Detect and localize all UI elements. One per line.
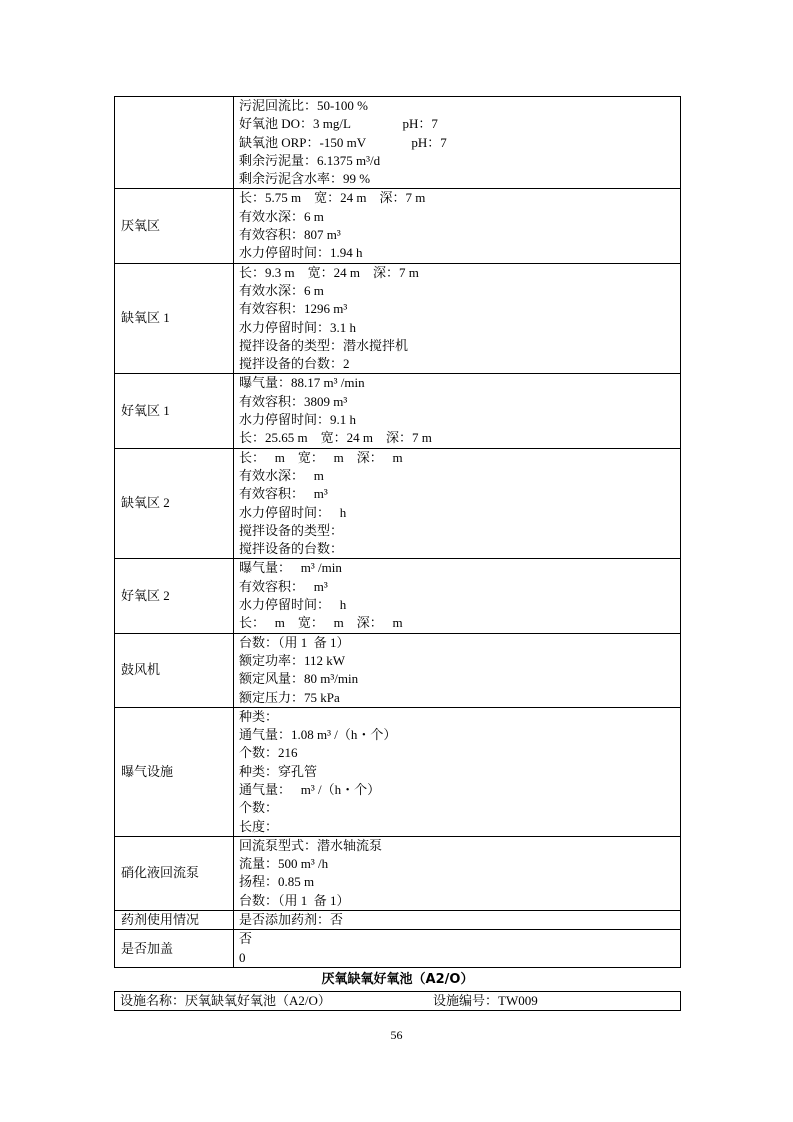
facility-id: 设施编号：TW009: [433, 993, 538, 1008]
value-line: 搅拌设备的台数：2: [239, 356, 350, 372]
value-line: 个数：: [239, 800, 279, 816]
row-values: [234, 189, 681, 263]
table-row: [115, 559, 681, 633]
value-line: 长：25.65 m 宽：24 m 深：7 m: [239, 430, 432, 446]
value-line: 否: [239, 931, 253, 947]
value-line: 台数：（用 1 备 1）: [239, 634, 350, 650]
row-values: [234, 930, 681, 968]
section-title: 厌氧缺氧好氧池（A2/O）: [321, 972, 474, 987]
row-label: 缺氧区 2: [115, 448, 234, 559]
value-line: 长： m 宽： m 深： m: [239, 449, 403, 465]
facility-name: 设施名称：厌氧缺氧好氧池（A2/O）: [120, 993, 331, 1008]
row-label: 厌氧区: [115, 189, 234, 263]
value-line: 有效容积： m³: [239, 486, 328, 502]
value-line: 缺氧池 ORP：-150 mV pH：7: [239, 134, 447, 150]
value-line: 台数：（用 1 备 1）: [239, 892, 350, 908]
row-values: [234, 97, 681, 189]
value-line: 长度：: [239, 818, 279, 834]
row-values: [234, 559, 681, 633]
table-row: [115, 189, 681, 263]
row-values: [234, 448, 681, 559]
row-values: [234, 374, 681, 448]
value-line: 额定功率：112 kW: [239, 652, 346, 668]
table-row: [115, 633, 681, 707]
page-number: 56: [390, 1028, 403, 1042]
value-line: 额定压力：75 kPa: [239, 689, 340, 705]
value-line: 有效水深：6 m: [239, 208, 324, 224]
value-line: 搅拌设备的台数：: [239, 541, 344, 557]
row-label: 鼓风机: [115, 633, 234, 707]
value-line: 种类：穿孔管: [239, 763, 318, 779]
value-line: 有效水深： m: [239, 467, 324, 483]
facility-parameter-table: [114, 96, 681, 968]
value-line: 水力停留时间：9.1 h: [239, 412, 357, 428]
value-line: 种类：: [239, 708, 279, 724]
value-line: 剩余污泥含水率：99 %: [239, 171, 371, 187]
value-line: 流量：500 m³ /h: [239, 856, 329, 872]
row-label: 药剂使用情况: [115, 911, 234, 930]
value-line: 曝气量： m³ /min: [239, 560, 342, 576]
value-line: 通气量： m³ /（h・个）: [239, 781, 381, 797]
value-line: 水力停留时间：1.94 h: [239, 245, 363, 261]
value-line: 有效容积：3809 m³: [239, 393, 348, 409]
value-line: 搅拌设备的类型：潜水搅拌机: [239, 337, 409, 353]
table-row: [115, 448, 681, 559]
value-line: 有效容积：807 m³: [239, 227, 341, 243]
value-line: 长：9.3 m 宽：24 m 深：7 m: [239, 264, 419, 280]
value-line: 长：5.75 m 宽：24 m 深：7 m: [239, 190, 426, 206]
row-label: [115, 97, 234, 189]
row-label: 曝气设施: [115, 707, 234, 836]
table-row: [115, 97, 681, 189]
table-row: [115, 707, 681, 836]
table-row: [115, 836, 681, 910]
value-line: 剩余污泥量：6.1375 m³/d: [239, 152, 381, 168]
table-row: [115, 374, 681, 448]
value-line: 回流泵型式：潜水轴流泵: [239, 837, 383, 853]
row-values: [234, 633, 681, 707]
row-values: [234, 911, 681, 930]
row-label: 是否加盖: [115, 930, 234, 968]
row-label: 缺氧区 1: [115, 263, 234, 374]
value-line: 是否添加药剂：否: [239, 912, 344, 928]
value-line: 长： m 宽： m 深： m: [239, 615, 403, 631]
value-line: 个数：216: [239, 745, 298, 761]
row-values: [234, 836, 681, 910]
value-line: 有效容积：1296 m³: [239, 301, 348, 317]
value-line: 水力停留时间： h: [239, 597, 347, 613]
value-line: 有效水深：6 m: [239, 282, 324, 298]
table-row: [115, 930, 681, 968]
row-values: [234, 707, 681, 836]
table-row: [115, 911, 681, 930]
value-line: 搅拌设备的类型：: [239, 522, 344, 538]
table-row: [115, 263, 681, 374]
value-line: 有效容积： m³: [239, 578, 328, 594]
value-line: 污泥回流比：50-100 %: [239, 98, 368, 113]
value-line: 好氧池 DO：3 mg/L pH：7: [239, 116, 438, 132]
value-line: 额定风量：80 m³/min: [239, 671, 359, 687]
value-line: 0: [239, 949, 246, 965]
facility-info-box: [114, 991, 681, 1011]
row-label: 硝化液回流泵: [115, 836, 234, 910]
row-label: 好氧区 1: [115, 374, 234, 448]
value-line: 通气量：1.08 m³ /（h・个）: [239, 727, 397, 743]
value-line: 水力停留时间：3.1 h: [239, 319, 357, 335]
value-line: 扬程：0.85 m: [239, 874, 315, 890]
value-line: 曝气量：88.17 m³ /min: [239, 375, 365, 391]
row-label: 好氧区 2: [115, 559, 234, 633]
row-values: [234, 263, 681, 374]
value-line: 水力停留时间： h: [239, 504, 347, 520]
